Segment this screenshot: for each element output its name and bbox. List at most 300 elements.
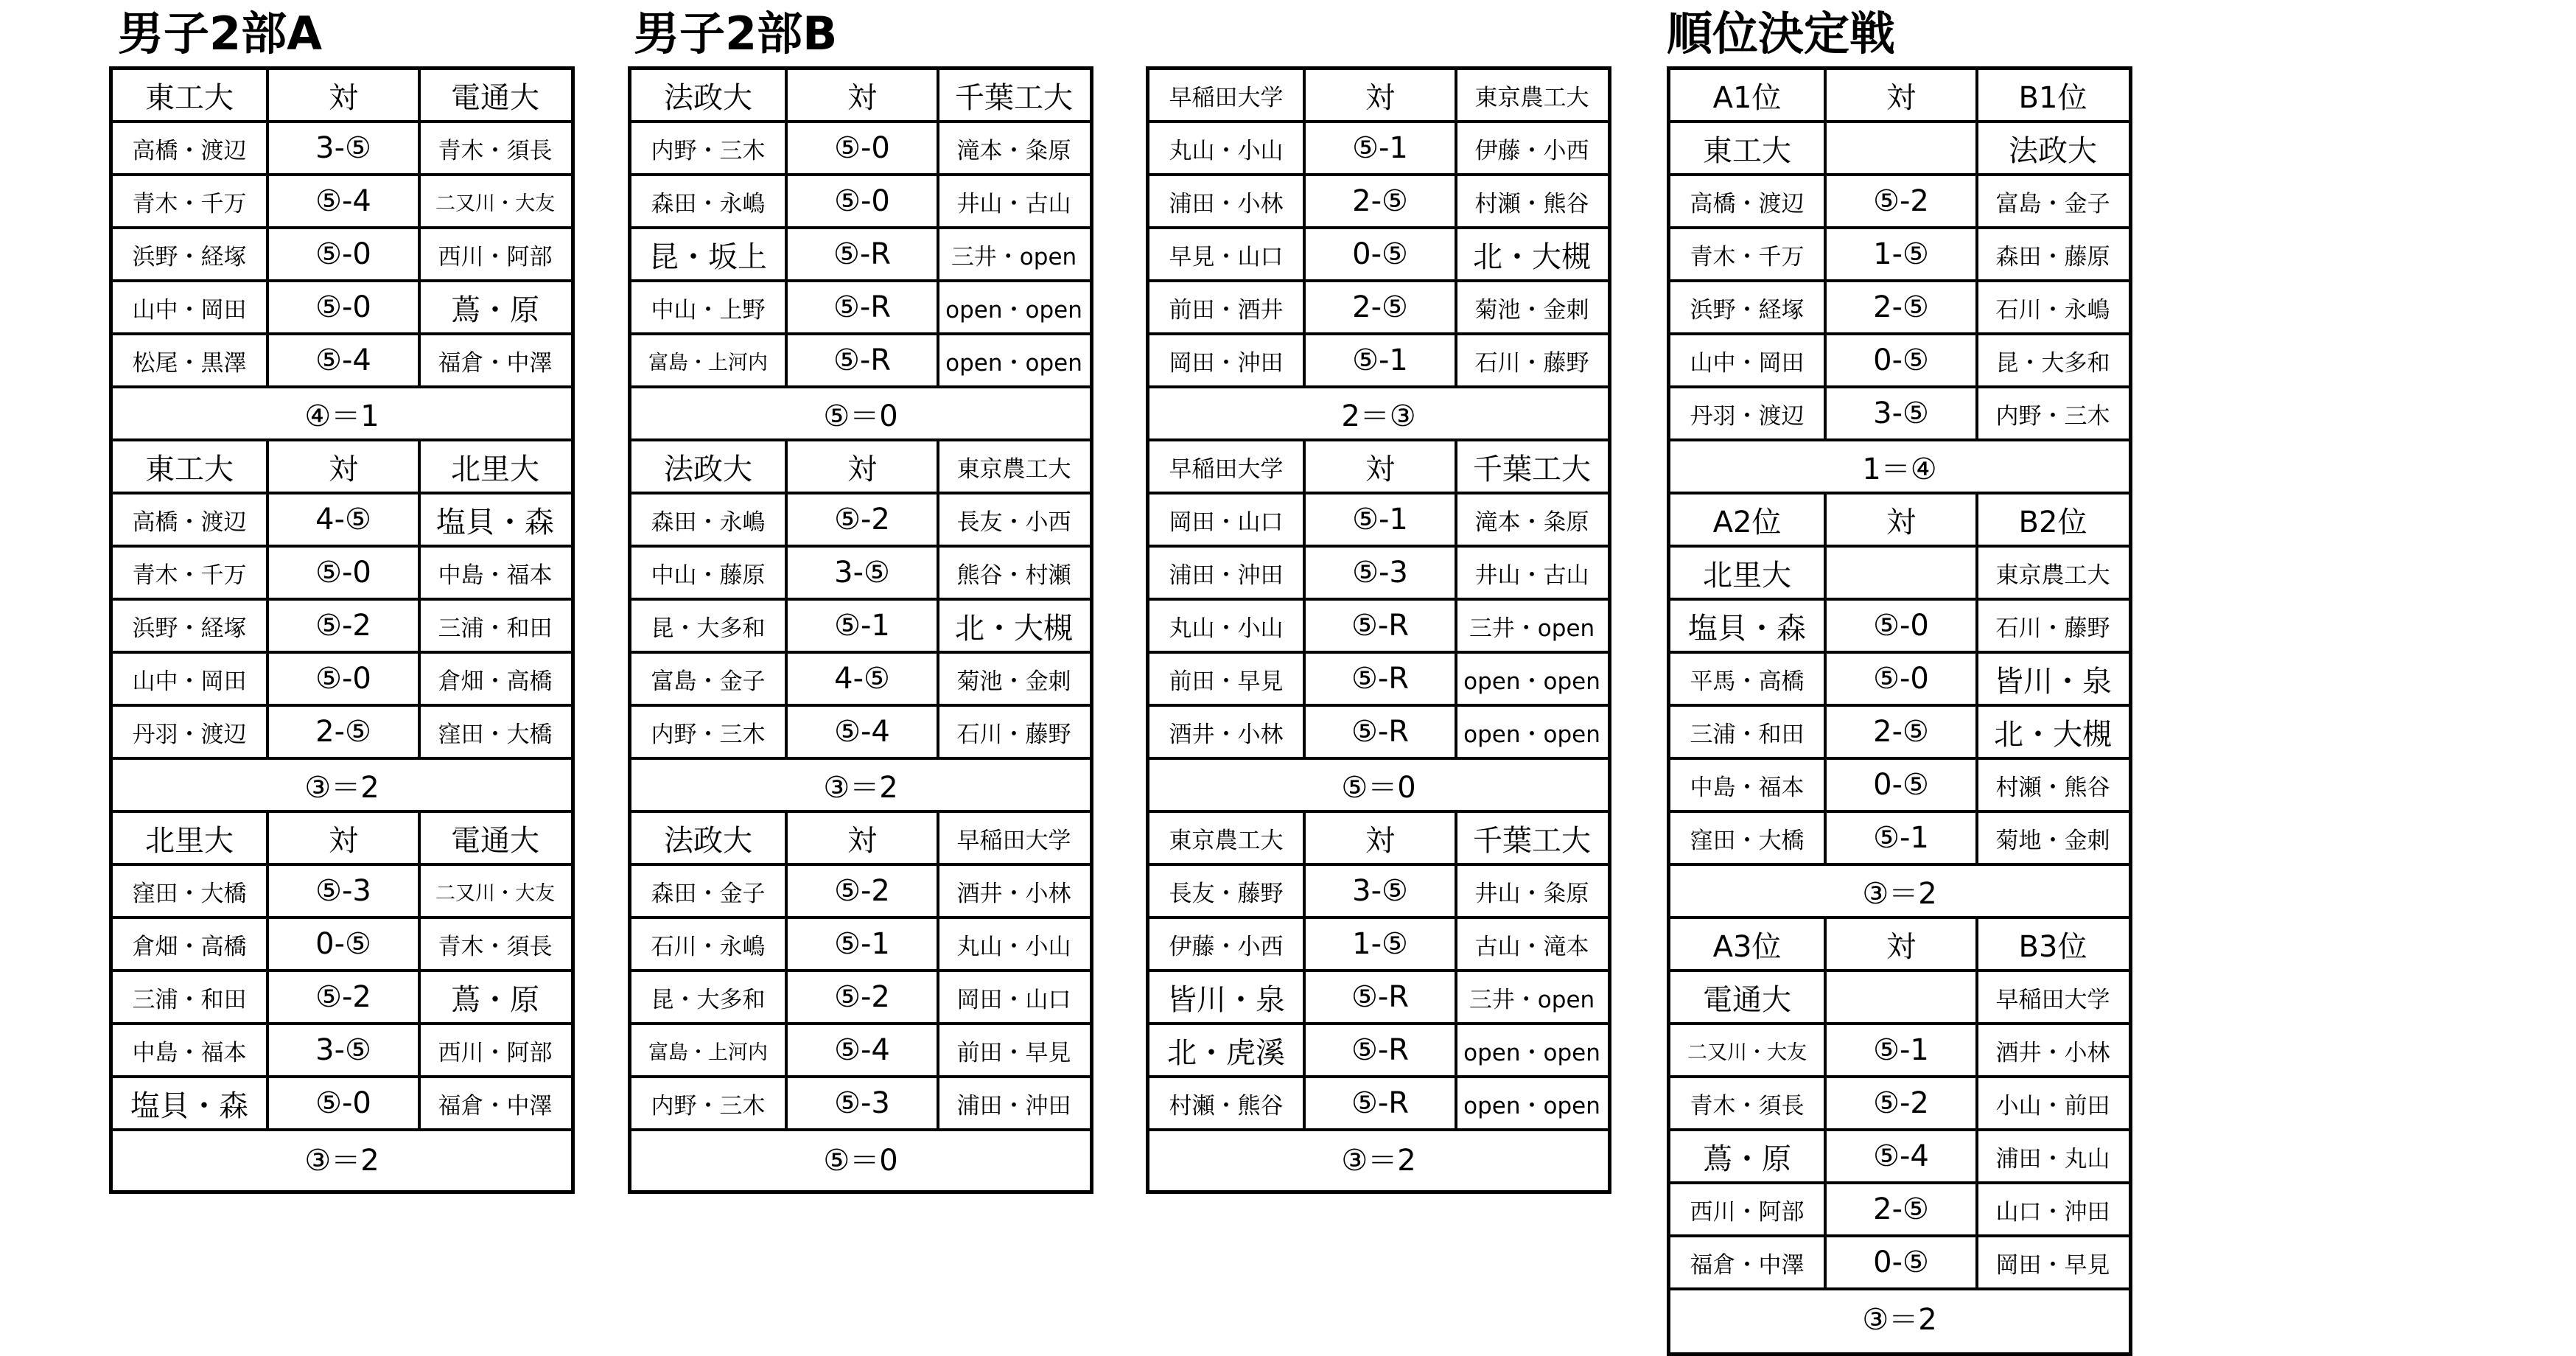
versus-label: 対 bbox=[788, 70, 939, 120]
team-left: 北里大 bbox=[1670, 548, 1827, 598]
cell-score: ⑤-4 bbox=[269, 335, 421, 385]
cell-score: 4-⑤ bbox=[788, 654, 939, 704]
result-score: ③＝2 bbox=[1341, 1143, 1416, 1178]
cell-right: 酒井・小林 bbox=[1995, 1039, 2110, 1066]
cell-right: open・open bbox=[1463, 1039, 1600, 1066]
team-right: 千葉工大 bbox=[1473, 452, 1591, 486]
cell-left: 山中・岡田 bbox=[113, 654, 269, 704]
cell-right: 菊池・金刺 bbox=[956, 668, 1071, 695]
playoff-result bbox=[1670, 1290, 2129, 1343]
cell-score: 1-⑤ bbox=[1827, 229, 1978, 279]
match-row bbox=[1670, 176, 2129, 229]
cell-score: ⑤-0 bbox=[269, 1078, 421, 1128]
cell-left: 中島・福本 bbox=[1670, 760, 1827, 810]
rank-right: B3位 bbox=[2018, 929, 2087, 964]
match-row bbox=[1670, 335, 2129, 388]
section-title-a: 男子2部A bbox=[118, 7, 323, 60]
cell-score: ⑤-4 bbox=[788, 707, 939, 757]
match-row bbox=[1670, 229, 2129, 282]
cell-left: 皆川・泉 bbox=[1149, 972, 1306, 1022]
cell-left: 三浦・和田 bbox=[1670, 707, 1827, 757]
match-row bbox=[1670, 1131, 2129, 1184]
matchup-header bbox=[631, 813, 1090, 866]
match-row bbox=[113, 1078, 571, 1131]
cell-right: 青木・須長 bbox=[438, 933, 553, 960]
cell-right: 丸山・小山 bbox=[956, 933, 1071, 960]
playoff-teams bbox=[1670, 972, 2129, 1025]
cell-right: 福倉・中澤 bbox=[438, 349, 553, 377]
cell-left: 前田・早見 bbox=[1149, 654, 1306, 704]
cell-right: 菊地・金刺 bbox=[1995, 827, 2110, 854]
cell-score: ⑤-2 bbox=[269, 601, 421, 651]
matchup-result bbox=[1149, 1131, 1608, 1184]
team-left: 東工大 bbox=[113, 441, 269, 492]
cell-right: 岡田・山口 bbox=[956, 986, 1071, 1013]
cell-right: 塩貝・森 bbox=[436, 505, 554, 539]
cell-right: 小山・前田 bbox=[1995, 1092, 2110, 1119]
cell-right: open・open bbox=[1463, 668, 1600, 695]
cell-score: ⑤-2 bbox=[1827, 1078, 1978, 1128]
league-a-table bbox=[109, 66, 575, 1194]
cell-left: 高橋・渡辺 bbox=[1670, 176, 1827, 226]
cell-right: open・open bbox=[945, 349, 1082, 377]
cell-left: 北・虎溪 bbox=[1149, 1025, 1306, 1075]
cell-left: 森田・永嶋 bbox=[631, 176, 788, 226]
cell-right: 山口・沖田 bbox=[1995, 1198, 2110, 1226]
match-row bbox=[1149, 707, 1608, 760]
team-left: 東工大 bbox=[113, 70, 269, 120]
matchup-header bbox=[113, 813, 571, 866]
match-row bbox=[113, 229, 571, 282]
cell-left: 塩貝・森 bbox=[1670, 601, 1827, 651]
cell-right: 石川・永嶋 bbox=[1995, 296, 2110, 324]
match-row bbox=[1149, 919, 1608, 972]
cell-right: 滝本・粂原 bbox=[1474, 508, 1589, 536]
cell-left: 高橋・渡辺 bbox=[113, 123, 269, 173]
cell-right: 酒井・小林 bbox=[956, 880, 1071, 907]
team-left: 法政大 bbox=[631, 813, 788, 863]
cell-score: ⑤-2 bbox=[1827, 176, 1978, 226]
versus-label: 対 bbox=[1827, 919, 1978, 969]
cell-right: 蔦・原 bbox=[451, 293, 539, 327]
match-row bbox=[1670, 601, 2129, 654]
cell-left: 伊藤・小西 bbox=[1149, 919, 1306, 969]
cell-left: 中山・藤原 bbox=[631, 548, 788, 598]
cell-left: 浜野・経塚 bbox=[113, 229, 269, 279]
match-row bbox=[1670, 1184, 2129, 1237]
rank-left: A1位 bbox=[1670, 70, 1827, 120]
cell-left: 昆・大多和 bbox=[631, 972, 788, 1022]
cell-left: 窪田・大橋 bbox=[113, 866, 269, 916]
cell-score: 2-⑤ bbox=[1306, 282, 1457, 332]
match-row bbox=[113, 176, 571, 229]
cell-score: ⑤-R bbox=[1306, 972, 1457, 1022]
cell-score: ⑤-2 bbox=[788, 494, 939, 545]
match-row bbox=[1149, 282, 1608, 335]
versus-label: 対 bbox=[788, 441, 939, 492]
cell-right: 石川・藤野 bbox=[1474, 349, 1589, 377]
matchup-result bbox=[1149, 388, 1608, 441]
match-row bbox=[1670, 1078, 2129, 1131]
cell-left: 青木・千万 bbox=[113, 176, 269, 226]
cell-score: ⑤-R bbox=[788, 229, 939, 279]
match-row bbox=[1149, 601, 1608, 654]
cell-left: 平馬・高橋 bbox=[1670, 654, 1827, 704]
cell-right: 三井・open bbox=[1469, 986, 1595, 1013]
result-score: ⑤＝0 bbox=[823, 399, 898, 433]
cell-right: 熊谷・村瀬 bbox=[956, 562, 1071, 589]
cell-left: 二又川・大友 bbox=[1670, 1025, 1827, 1075]
match-row bbox=[631, 654, 1090, 707]
cell-right: 井山・粂原 bbox=[1474, 880, 1589, 907]
match-row bbox=[1149, 548, 1608, 601]
cell-left: 青木・千万 bbox=[1670, 229, 1827, 279]
cell-right: 昆・大多和 bbox=[1995, 349, 2110, 377]
cell-score: ⑤-3 bbox=[269, 866, 421, 916]
cell-score: ⑤-R bbox=[1306, 601, 1457, 651]
match-row bbox=[1670, 282, 2129, 335]
team-right: 千葉工大 bbox=[955, 80, 1073, 115]
cell-left: 丸山・小山 bbox=[1149, 601, 1306, 651]
cell-right: 三井・open bbox=[1469, 615, 1595, 642]
cell-right: 三浦・和田 bbox=[438, 615, 553, 642]
versus-label: 対 bbox=[269, 813, 421, 863]
cell-score: 0-⑤ bbox=[1306, 229, 1457, 279]
match-row bbox=[113, 548, 571, 601]
match-row bbox=[1670, 388, 2129, 441]
result-score: ③＝2 bbox=[823, 770, 898, 805]
match-row bbox=[1149, 229, 1608, 282]
cell-left: 岡田・沖田 bbox=[1149, 335, 1306, 385]
team-right: 法政大 bbox=[2009, 133, 2097, 168]
cell-score: 2-⑤ bbox=[1827, 707, 1978, 757]
cell-left: 丹羽・渡辺 bbox=[113, 707, 269, 757]
match-row bbox=[1149, 1078, 1608, 1131]
match-row bbox=[631, 548, 1090, 601]
match-row bbox=[631, 176, 1090, 229]
playoff-result bbox=[1670, 441, 2129, 494]
cell-score: ⑤-2 bbox=[788, 866, 939, 916]
cell-left: 石川・永嶋 bbox=[631, 919, 788, 969]
team-right: 北里大 bbox=[451, 452, 539, 486]
blank-cell bbox=[1827, 123, 1978, 173]
blank-cell bbox=[1827, 972, 1978, 1022]
match-row bbox=[1670, 707, 2129, 760]
cell-left: 山中・岡田 bbox=[113, 282, 269, 332]
result-score: 2＝③ bbox=[1341, 399, 1416, 433]
matchup-header bbox=[113, 441, 571, 494]
matchup-header bbox=[631, 70, 1090, 123]
cell-right: 村瀬・熊谷 bbox=[1474, 190, 1589, 217]
cell-left: 蔦・原 bbox=[1670, 1131, 1827, 1181]
result-score: 1＝④ bbox=[1862, 452, 1937, 486]
rank-left: A2位 bbox=[1670, 494, 1827, 545]
team-right: 東京農工大 bbox=[1474, 84, 1589, 111]
match-row bbox=[1149, 123, 1608, 176]
playoff-result bbox=[1670, 866, 2129, 919]
cell-right: 滝本・粂原 bbox=[956, 137, 1071, 164]
cell-score: ⑤-0 bbox=[269, 229, 421, 279]
match-row bbox=[631, 1025, 1090, 1078]
team-left: 東京農工大 bbox=[1149, 813, 1306, 863]
league-b-table bbox=[628, 66, 1093, 1194]
cell-right: 菊池・金刺 bbox=[1474, 296, 1589, 324]
match-row bbox=[1149, 335, 1608, 388]
cell-score: ⑤-4 bbox=[788, 1025, 939, 1075]
match-row bbox=[113, 707, 571, 760]
versus-label: 対 bbox=[1306, 813, 1457, 863]
matchup-header bbox=[1149, 813, 1608, 866]
match-row bbox=[1670, 654, 2129, 707]
cell-left: 長友・藤野 bbox=[1149, 866, 1306, 916]
cell-right: 北・大槻 bbox=[955, 611, 1073, 646]
cell-left: 富島・金子 bbox=[631, 654, 788, 704]
versus-label: 対 bbox=[1306, 70, 1457, 120]
cell-left: 内野・三木 bbox=[631, 707, 788, 757]
result-score: ③＝2 bbox=[304, 770, 379, 805]
cell-left: 森田・永嶋 bbox=[631, 494, 788, 545]
match-row bbox=[1670, 760, 2129, 813]
match-row bbox=[631, 919, 1090, 972]
cell-left: 西川・阿部 bbox=[1670, 1184, 1827, 1234]
cell-right: 福倉・中澤 bbox=[438, 1092, 553, 1119]
cell-left: 富島・上河内 bbox=[631, 335, 788, 385]
cell-left: 福倉・中澤 bbox=[1670, 1237, 1827, 1287]
team-right: 東京農工大 bbox=[956, 455, 1071, 483]
cell-score: ⑤-R bbox=[1306, 1078, 1457, 1128]
matchup-result bbox=[631, 1131, 1090, 1184]
match-row bbox=[1149, 654, 1608, 707]
playoff-table bbox=[1667, 66, 2132, 1356]
cell-left: 村瀬・熊谷 bbox=[1149, 1078, 1306, 1128]
match-row bbox=[1149, 1025, 1608, 1078]
cell-score: 3-⑤ bbox=[788, 548, 939, 598]
cell-left: 富島・上河内 bbox=[631, 1025, 788, 1075]
cell-score: ⑤-1 bbox=[1827, 813, 1978, 863]
cell-score: ⑤-4 bbox=[269, 176, 421, 226]
match-row bbox=[113, 601, 571, 654]
cell-right: 二又川・大友 bbox=[435, 192, 555, 215]
team-left: 電通大 bbox=[1670, 972, 1827, 1022]
matchup-header bbox=[1149, 70, 1608, 123]
cell-score: ⑤-0 bbox=[788, 123, 939, 173]
cell-right: 富島・金子 bbox=[1995, 190, 2110, 217]
match-row bbox=[1149, 972, 1608, 1025]
cell-left: 森田・金子 bbox=[631, 866, 788, 916]
cell-left: 中山・上野 bbox=[631, 282, 788, 332]
cell-score: ⑤-1 bbox=[1827, 1025, 1978, 1075]
playoff-header bbox=[1670, 919, 2129, 972]
cell-score: ⑤-0 bbox=[269, 548, 421, 598]
league-b-cont-table bbox=[1146, 66, 1611, 1194]
cell-score: ⑤-0 bbox=[269, 654, 421, 704]
playoff-header bbox=[1670, 70, 2129, 123]
cell-left: 昆・大多和 bbox=[631, 601, 788, 651]
match-row bbox=[113, 866, 571, 919]
cell-score: ⑤-3 bbox=[788, 1078, 939, 1128]
match-row bbox=[1670, 1025, 2129, 1078]
cell-left: 岡田・山口 bbox=[1149, 494, 1306, 545]
cell-right: 皆川・泉 bbox=[1994, 664, 2112, 699]
cell-left: 三浦・和田 bbox=[113, 972, 269, 1022]
rank-right: B1位 bbox=[2018, 80, 2087, 115]
cell-right: 長友・小西 bbox=[956, 508, 1071, 536]
cell-right: 西川・阿部 bbox=[438, 243, 553, 270]
cell-right: 中島・福本 bbox=[438, 562, 553, 589]
cell-score: 2-⑤ bbox=[269, 707, 421, 757]
cell-right: 浦田・沖田 bbox=[956, 1092, 1071, 1119]
versus-label: 対 bbox=[269, 441, 421, 492]
cell-left: 倉畑・高橋 bbox=[113, 919, 269, 969]
cell-right: 石川・藤野 bbox=[956, 721, 1071, 748]
cell-right: 西川・阿部 bbox=[438, 1039, 553, 1066]
cell-left: 青木・須長 bbox=[1670, 1078, 1827, 1128]
cell-right: 森田・藤原 bbox=[1995, 243, 2110, 270]
cell-score: 0-⑤ bbox=[269, 919, 421, 969]
cell-score: 3-⑤ bbox=[1306, 866, 1457, 916]
team-left: 早稲田大学 bbox=[1149, 70, 1306, 120]
match-row bbox=[631, 494, 1090, 548]
matchup-result bbox=[113, 1131, 571, 1184]
playoff-teams bbox=[1670, 123, 2129, 176]
match-row bbox=[113, 494, 571, 548]
cell-right: 窪田・大橋 bbox=[438, 721, 553, 748]
matchup-header bbox=[1149, 441, 1608, 494]
match-row bbox=[631, 866, 1090, 919]
cell-right: open・open bbox=[1463, 1092, 1600, 1119]
versus-label: 対 bbox=[1827, 70, 1978, 120]
cell-score: ⑤-1 bbox=[1306, 494, 1457, 545]
cell-left: 浦田・沖田 bbox=[1149, 548, 1306, 598]
cell-left: 松尾・黒澤 bbox=[113, 335, 269, 385]
cell-score: 2-⑤ bbox=[1306, 176, 1457, 226]
cell-right: 石川・藤野 bbox=[1995, 615, 2110, 642]
matchup-result bbox=[1149, 760, 1608, 813]
cell-score: 3-⑤ bbox=[1827, 388, 1978, 438]
matchup-header bbox=[631, 441, 1090, 494]
cell-right: 井山・古山 bbox=[956, 190, 1071, 217]
cell-right: open・open bbox=[945, 296, 1082, 324]
cell-score: ⑤-R bbox=[1306, 1025, 1457, 1075]
cell-left: 酒井・小林 bbox=[1149, 707, 1306, 757]
cell-left: 丹羽・渡辺 bbox=[1670, 388, 1827, 438]
match-row bbox=[113, 972, 571, 1025]
cell-right: 井山・古山 bbox=[1474, 562, 1589, 589]
cell-score: 4-⑤ bbox=[269, 494, 421, 545]
matchup-result bbox=[631, 760, 1090, 813]
match-row bbox=[113, 919, 571, 972]
cell-right: 北・大槻 bbox=[1994, 717, 2112, 752]
match-row bbox=[631, 229, 1090, 282]
cell-score: ⑤-4 bbox=[1827, 1131, 1978, 1181]
cell-left: 塩貝・森 bbox=[113, 1078, 269, 1128]
match-row bbox=[1149, 176, 1608, 229]
cell-left: 山中・岡田 bbox=[1670, 335, 1827, 385]
team-left: 北里大 bbox=[113, 813, 269, 863]
cell-score: ⑤-0 bbox=[1827, 601, 1978, 651]
match-row bbox=[1149, 866, 1608, 919]
match-row bbox=[631, 123, 1090, 176]
playoff-header bbox=[1670, 494, 2129, 548]
versus-label: 対 bbox=[788, 813, 939, 863]
cell-right: 三井・open bbox=[951, 243, 1077, 270]
cell-left: 昆・坂上 bbox=[631, 229, 788, 279]
result-score: ⑤＝0 bbox=[823, 1143, 898, 1178]
team-right: 電通大 bbox=[451, 80, 539, 115]
cell-right: 青木・須長 bbox=[438, 137, 553, 164]
cell-left: 内野・三木 bbox=[631, 1078, 788, 1128]
cell-score: ⑤-0 bbox=[1827, 654, 1978, 704]
result-score: ③＝2 bbox=[304, 1143, 379, 1178]
cell-right: 北・大槻 bbox=[1473, 240, 1591, 274]
cell-left: 内野・三木 bbox=[631, 123, 788, 173]
match-row bbox=[631, 335, 1090, 388]
match-row bbox=[631, 972, 1090, 1025]
team-left: 東工大 bbox=[1670, 123, 1827, 173]
cell-right: 倉畑・高橋 bbox=[438, 668, 553, 695]
cell-right: 内野・三木 bbox=[1995, 402, 2110, 430]
cell-score: 2-⑤ bbox=[1827, 1184, 1978, 1234]
cell-score: ⑤-R bbox=[1306, 654, 1457, 704]
result-score: ④＝1 bbox=[304, 399, 379, 433]
cell-right: 古山・滝本 bbox=[1474, 933, 1589, 960]
cell-score: ⑤-0 bbox=[788, 176, 939, 226]
team-left: 法政大 bbox=[631, 441, 788, 492]
section-title-playoff: 順位決定戦 bbox=[1667, 7, 1896, 60]
cell-right: 二又川・大友 bbox=[435, 881, 555, 905]
cell-right: 浦田・丸山 bbox=[1995, 1145, 2110, 1172]
match-row bbox=[631, 1078, 1090, 1131]
rank-left: A3位 bbox=[1670, 919, 1827, 969]
matchup-header bbox=[113, 70, 571, 123]
cell-score: 0-⑤ bbox=[1827, 1237, 1978, 1287]
match-row bbox=[631, 601, 1090, 654]
team-right: 早稲田大学 bbox=[956, 827, 1071, 854]
cell-right: open・open bbox=[1463, 721, 1600, 748]
cell-score: ⑤-1 bbox=[788, 919, 939, 969]
cell-score: 0-⑤ bbox=[1827, 760, 1978, 810]
cell-score: 0-⑤ bbox=[1827, 335, 1978, 385]
cell-left: 丸山・小山 bbox=[1149, 123, 1306, 173]
team-right: 電通大 bbox=[451, 823, 539, 858]
versus-label: 対 bbox=[269, 70, 421, 120]
cell-score: 2-⑤ bbox=[1827, 282, 1978, 332]
matchup-result bbox=[631, 388, 1090, 441]
cell-score: ⑤-1 bbox=[1306, 335, 1457, 385]
match-row bbox=[113, 1025, 571, 1078]
versus-label: 対 bbox=[1827, 494, 1978, 545]
team-right: 東京農工大 bbox=[1995, 562, 2110, 589]
cell-score: 3-⑤ bbox=[269, 1025, 421, 1075]
cell-left: 前田・酒井 bbox=[1149, 282, 1306, 332]
team-left: 早稲田大学 bbox=[1149, 441, 1306, 492]
team-left: 法政大 bbox=[631, 70, 788, 120]
cell-left: 浜野・経塚 bbox=[113, 601, 269, 651]
cell-right: 蔦・原 bbox=[451, 982, 539, 1017]
match-row bbox=[1670, 813, 2129, 866]
team-right: 千葉工大 bbox=[1473, 823, 1591, 858]
cell-score: ⑤-R bbox=[1306, 707, 1457, 757]
result-score: ③＝2 bbox=[1862, 876, 1937, 911]
cell-left: 浜野・経塚 bbox=[1670, 282, 1827, 332]
rank-right: B2位 bbox=[2018, 505, 2087, 539]
cell-score: ⑤-0 bbox=[269, 282, 421, 332]
match-row bbox=[113, 282, 571, 335]
match-row bbox=[113, 123, 571, 176]
cell-score: ⑤-R bbox=[788, 282, 939, 332]
cell-left: 早見・山口 bbox=[1149, 229, 1306, 279]
result-score: ⑤＝0 bbox=[1341, 770, 1416, 805]
